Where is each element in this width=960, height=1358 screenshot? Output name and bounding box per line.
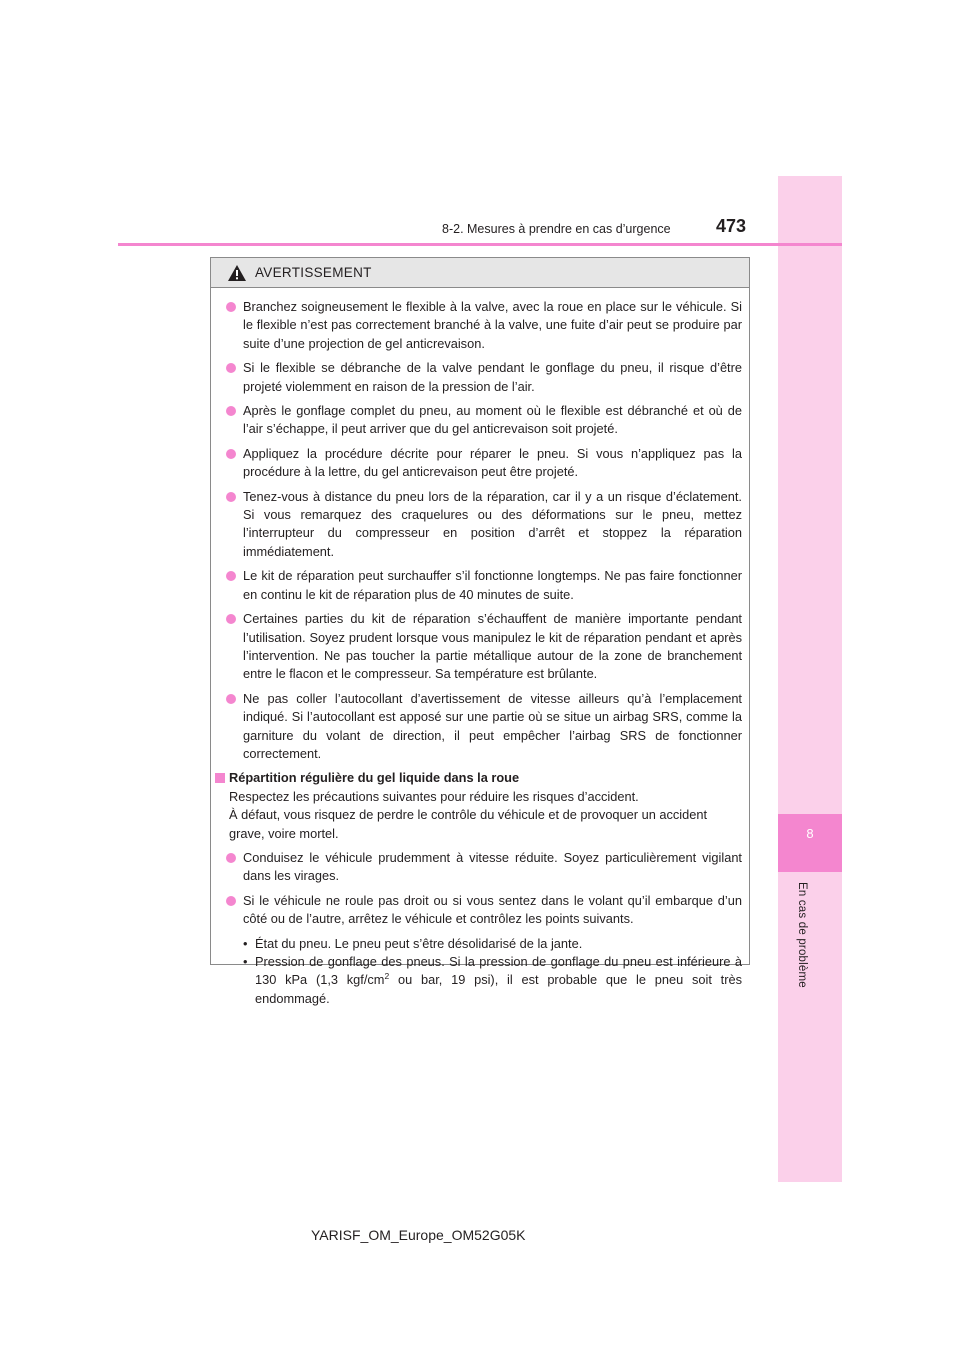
warning-bullet — [215, 488, 742, 562]
side-tab — [778, 176, 842, 1182]
subsection-intro: À défaut, vous risquez de perdre le contrôle du véhicule et de provoquer un accident grave, voire mortel. — [229, 807, 708, 841]
subsection-bullet — [215, 849, 742, 886]
warning-bullet — [215, 298, 742, 353]
warning-bullet — [215, 690, 742, 764]
bullet-dot-icon — [226, 614, 236, 624]
list-dot: • — [243, 935, 248, 951]
chapter-number: 8 — [806, 826, 814, 841]
subsection-heading — [215, 769, 742, 787]
document-code: YARISF_OM_Europe_OM52G05K — [311, 1227, 526, 1243]
check-list-text: État du pneu. Le pneu peut s’être désolidarisé de la jante. — [255, 935, 583, 951]
warning-bullet-text: Le kit de réparation peut surchauffer s’il fonctionne longtemps. Ne pas faire fonctionner en continu le kit de réparation plus de 40 minutes de suite. — [243, 568, 742, 602]
warning-bullet — [215, 567, 742, 604]
warning-box — [210, 257, 750, 1006]
warning-bullet-text: Après le gonflage complet du pneu, au moment où le flexible est débranché et où de l’air s’échappe, il peut arriver que du gel anticrevaison soit projeté. — [243, 403, 742, 437]
bullet-dot-icon — [226, 853, 236, 863]
subsection-heading-text: Répartition régulière du gel liquide dans la roue — [229, 770, 520, 786]
bullet-dot-icon — [226, 302, 236, 312]
warning-bullet — [215, 402, 742, 439]
bullet-dot-icon — [226, 449, 236, 459]
check-list-text: Pression de gonflage des pneus. Si la pression de gonflage du pneu est inférieure à 130 kPa (1,3 kgf/cm — [255, 954, 742, 988]
warning-bullet — [215, 610, 742, 684]
subsection-intro: Respectez les précautions suivantes pour réduire les risques d’accident. — [229, 788, 639, 804]
bullet-dot-icon — [226, 406, 236, 416]
superscript-exponent: 2 — [384, 971, 390, 982]
section-title: 8-2. Mesures à prendre en cas d’urgence — [442, 222, 671, 236]
warning-header — [211, 258, 749, 288]
subsection-bullet — [215, 892, 742, 929]
warning-bullet-text: Branchez soigneusement le flexible à la valve, avec la roue en place sur le véhicule. Si le flexible n’est pas correctement branché à la valve, une fuite d’air peut se produire par suite d’une projection de gel anticrevaison. — [243, 299, 742, 351]
warning-triangle-icon — [227, 264, 247, 282]
warning-bullet — [215, 359, 742, 396]
chapter-title: En cas de problème — [796, 882, 808, 988]
warning-bullet-text: Ne pas coller l’autocollant d’avertissement de vitesse ailleurs qu’à l’emplacement indiqué. Si l’autocollant est apposé sur une partie où se situe un airbag SRS, comme la garniture du volant de direction, il peut empêcher l’airbag SRS de fonctionner correctement. — [243, 690, 742, 761]
bullet-dot-icon — [226, 492, 236, 502]
square-bullet-icon — [215, 773, 225, 783]
check-list-text-continued: ou bar, 19 psi), il est probable que le pneu soit très endommagé. — [255, 972, 742, 1006]
bullet-dot-icon — [226, 694, 236, 704]
bullet-dot-icon — [226, 571, 236, 581]
warning-title: AVERTISSEMENT — [255, 265, 372, 280]
header-rule — [118, 243, 842, 246]
page-number: 473 — [716, 216, 747, 236]
bullet-dot-icon — [226, 363, 236, 373]
subsection-bullet-text: Si le véhicule ne roule pas droit ou si vous sentez dans le volant qu’il embarque d’un côté ou de l’autre, arrêtez le véhicule et contrôlez les points suivants. — [243, 892, 742, 927]
warning-bullet — [215, 445, 742, 482]
list-dot: • — [243, 954, 248, 969]
warning-content — [211, 288, 749, 1008]
chapter-number-tab — [778, 814, 842, 872]
warning-bullet-text: Tenez-vous à distance du pneu lors de la réparation, car il y a un risque d’éclatement. Si vous remarquez des craquelures ou des déformations sur le pneu, mettez l’interrupteur du compresseur en position d’arrêt et stoppez la réparation immédiatement. — [243, 488, 742, 559]
check-list-item — [243, 953, 742, 1008]
subsection-bullet-text: Conduisez le véhicule prudemment à vitesse réduite. Soyez particulièrement vigilant dans les virages. — [243, 849, 742, 884]
warning-bullet-text: Appliquez la procédure décrite pour réparer le pneu. Si vous n’appliquez pas la procédure à la lettre, du gel anticrevaison peut être projeté. — [243, 445, 742, 480]
check-list — [215, 935, 742, 1009]
warning-bullet-text: Si le flexible se débranche de la valve pendant le gonflage du pneu, il risque d’être projeté violemment en raison de la pression de l’air. — [243, 360, 742, 394]
bullet-dot-icon — [226, 896, 236, 906]
warning-bullet-text: Certaines parties du kit de réparation s’échauffent de manière importante pendant l’utilisation. Soyez prudent lorsque vous manipulez le kit de réparation pendant et après l’intervention. Ne pas toucher la partie métallique autour de la zone de branchement entre le flacon et le compresseur. Sa température est brûlante. — [243, 611, 742, 682]
check-list-item — [243, 935, 742, 953]
